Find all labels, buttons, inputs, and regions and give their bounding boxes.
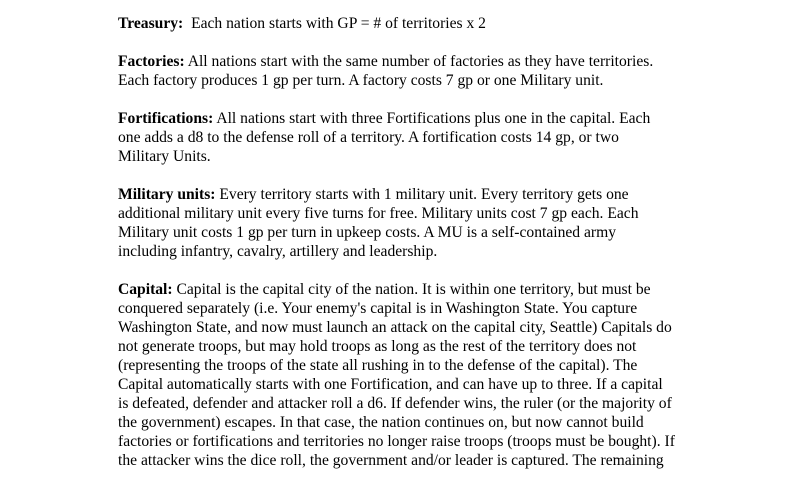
- capital-line-5: (representing the troops of the state all rushing in to the defense of the capital). The: [118, 357, 638, 374]
- capital-paragraph: [118, 280, 678, 470]
- capital-line-1: Capital is the capital city of the nation. It is within one territory, but must be: [172, 281, 651, 298]
- treasury-term: Treasury:: [118, 15, 184, 32]
- capital-line-2: conquered separately (i.e. Your enemy's capital is in Washington State. You capture: [118, 300, 638, 317]
- document-page: [118, 14, 678, 489]
- military-units-line-1: Every territory starts with 1 military unit. Every territory gets one: [215, 186, 629, 203]
- capital-line-9: factories or fortifications and territories no longer raise troops (troops must be bought). If: [118, 433, 675, 450]
- military-units-term: Military units:: [118, 186, 216, 203]
- capital-line-3: Washington State, and now must launch an attack on the capital city, Seattle) Capitals do: [118, 319, 672, 336]
- factories-line-2: Each factory produces 1 gp per turn. A factory costs 7 gp or one Military unit.: [118, 72, 604, 89]
- capital-line-8: the government) escapes. In that case, the nation continues on, but now cannot build: [118, 414, 644, 431]
- capital-line-7: is defeated, defender and attacker roll a d6. If defender wins, the ruler (or the majority of: [118, 395, 672, 412]
- fortifications-paragraph: [118, 109, 678, 166]
- fortifications-term: Fortifications:: [118, 110, 214, 127]
- factories-paragraph: [118, 52, 678, 90]
- capital-line-6: Capital automatically starts with one Fortification, and can have up to three. If a capital: [118, 376, 663, 393]
- capital-line-4: not generate troops, but may hold troops as long as the rest of the territory does not: [118, 338, 637, 355]
- factories-line-1: All nations start with the same number of factories as they have territories.: [184, 53, 654, 70]
- fortifications-line-1: All nations start with three Fortifications plus one in the capital. Each: [213, 110, 651, 127]
- treasury-line-1: Each nation starts with GP = # of territories x 2: [183, 15, 486, 32]
- capital-line-10: the attacker wins the dice roll, the government and/or leader is captured. The remaining: [118, 452, 664, 469]
- treasury-paragraph: [118, 14, 678, 33]
- fortifications-line-3: Military Units.: [118, 148, 211, 165]
- military-units-line-3: Military unit costs 1 gp per turn in upkeep costs. A MU is a self-contained army: [118, 224, 617, 241]
- capital-term: Capital:: [118, 281, 173, 298]
- military-units-paragraph: [118, 185, 678, 261]
- fortifications-line-2: one adds a d8 to the defense roll of a territory. A fortification costs 14 gp, or two: [118, 129, 619, 146]
- military-units-line-2: additional military unit every five turns for free. Military units cost 7 gp each. Each: [118, 205, 639, 222]
- factories-term: Factories:: [118, 53, 185, 70]
- military-units-line-4: including infantry, cavalry, artillery and leadership.: [118, 243, 438, 260]
